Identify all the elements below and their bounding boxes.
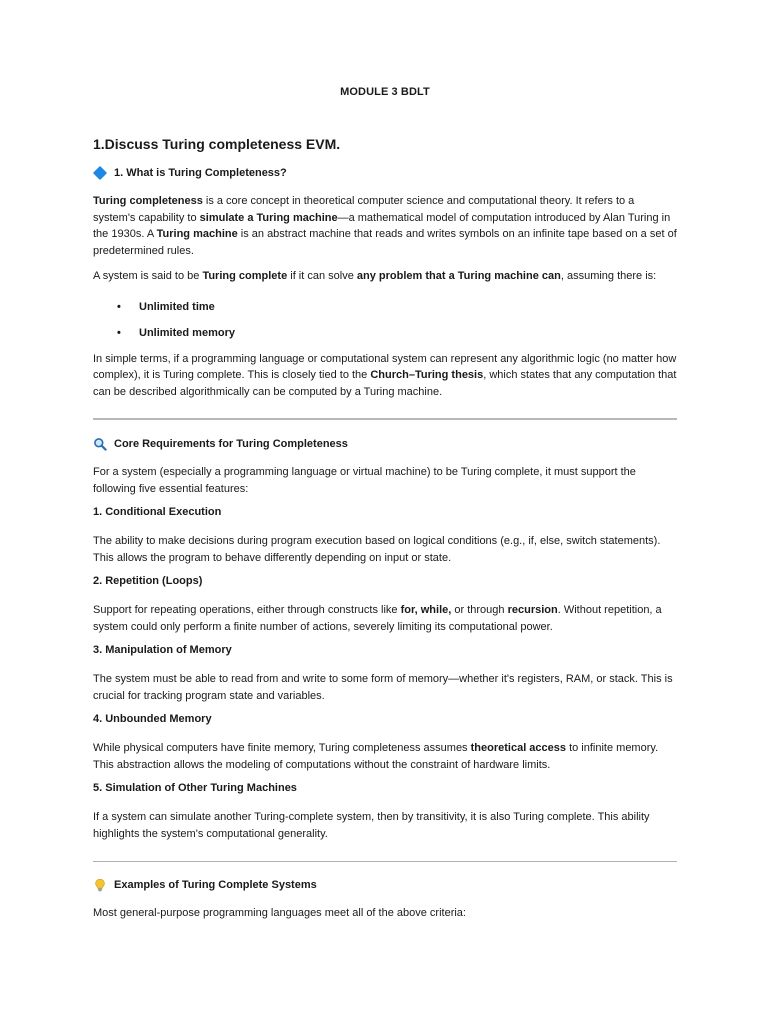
document-content	[93, 86, 677, 931]
definition-paragraph: Turing completeness is a core concept in theoretical computer science and computational theory. It refers to a system's capability to simulate a Turing machine—a mathematical model of computation introduced by Alan Turing in the 1930s. A Turing machine is an abstract machine that reads and writes symbols on an infinite tape based on a set of predetermined rules.	[93, 195, 677, 257]
requirement-description: Support for repeating operations, either through constructs like for, while, or through recursion. Without repetition, a system could only perform a finite number of actions, severely limiting its computational power.	[93, 604, 662, 633]
simple-terms-paragraph: In simple terms, if a programming language or computational system can represent any algorithmic logic (no matter how complex), it is Turing complete. This is closely tied to the Church–Turing thesis, which states that any computation that can be described algorithmically can be computed by a Turing machine.	[93, 352, 677, 398]
examples-intro: Most general-purpose programming languages meet all of the above criteria:	[93, 907, 466, 919]
section-heading-text: 1. What is Turing Completeness?	[114, 167, 287, 179]
section-heading-what-is	[93, 166, 677, 180]
list-item: • Unlimited time	[93, 299, 677, 315]
section-heading-core-requirements	[93, 437, 677, 451]
requirement-description: The system must be able to read from and write to some form of memory—whether it's registers, RAM, or stack. This is crucial for tracking program state and variables.	[93, 673, 673, 702]
requirement-title: 2. Repetition (Loops)	[93, 575, 203, 587]
requirement-title: 3. Manipulation of Memory	[93, 644, 232, 656]
list-item: • Unlimited memory	[93, 325, 677, 341]
question-title: 1.Discuss Turing completeness EVM.	[93, 136, 341, 152]
requirement-description: While physical computers have finite memory, Turing completeness assumes theoretical access to infinite memory. This abstraction allows the modeling of computations without the constraint of hardware limits.	[93, 742, 659, 771]
section-divider	[93, 418, 677, 420]
requirements-intro: For a system (especially a programming language or virtual machine) to be Turing complete, it must support the following five essential features:	[93, 466, 636, 495]
section-divider	[93, 861, 677, 862]
requirements-list	[93, 506, 677, 842]
section-heading-text: Core Requirements for Turing Completeness	[114, 438, 348, 450]
assumptions-list	[93, 299, 677, 341]
requirement-description: If a system can simulate another Turing-complete system, then by transitivity, it is also Turing complete. This ability highlights the system's computational generality.	[93, 811, 650, 840]
requirement-title: 1. Conditional Execution	[93, 506, 222, 518]
requirement-description: The ability to make decisions during program execution based on logical conditions (e.g., if, else, switch statements). This allows the program to behave differently depending on input or state.	[93, 535, 661, 564]
document-title: MODULE 3 BDLT	[340, 86, 430, 98]
requirement-title: 4. Unbounded Memory	[93, 713, 212, 725]
section-heading-examples	[93, 878, 677, 892]
lightbulb-icon	[93, 878, 107, 892]
requirement-title: 5. Simulation of Other Turing Machines	[93, 782, 297, 794]
turing-complete-paragraph: A system is said to be Turing complete if it can solve any problem that a Turing machine can, assuming there is:	[93, 270, 657, 282]
section-heading-text: Examples of Turing Complete Systems	[114, 879, 317, 891]
blue-diamond-icon	[93, 166, 107, 180]
magnifier-icon	[93, 437, 107, 451]
